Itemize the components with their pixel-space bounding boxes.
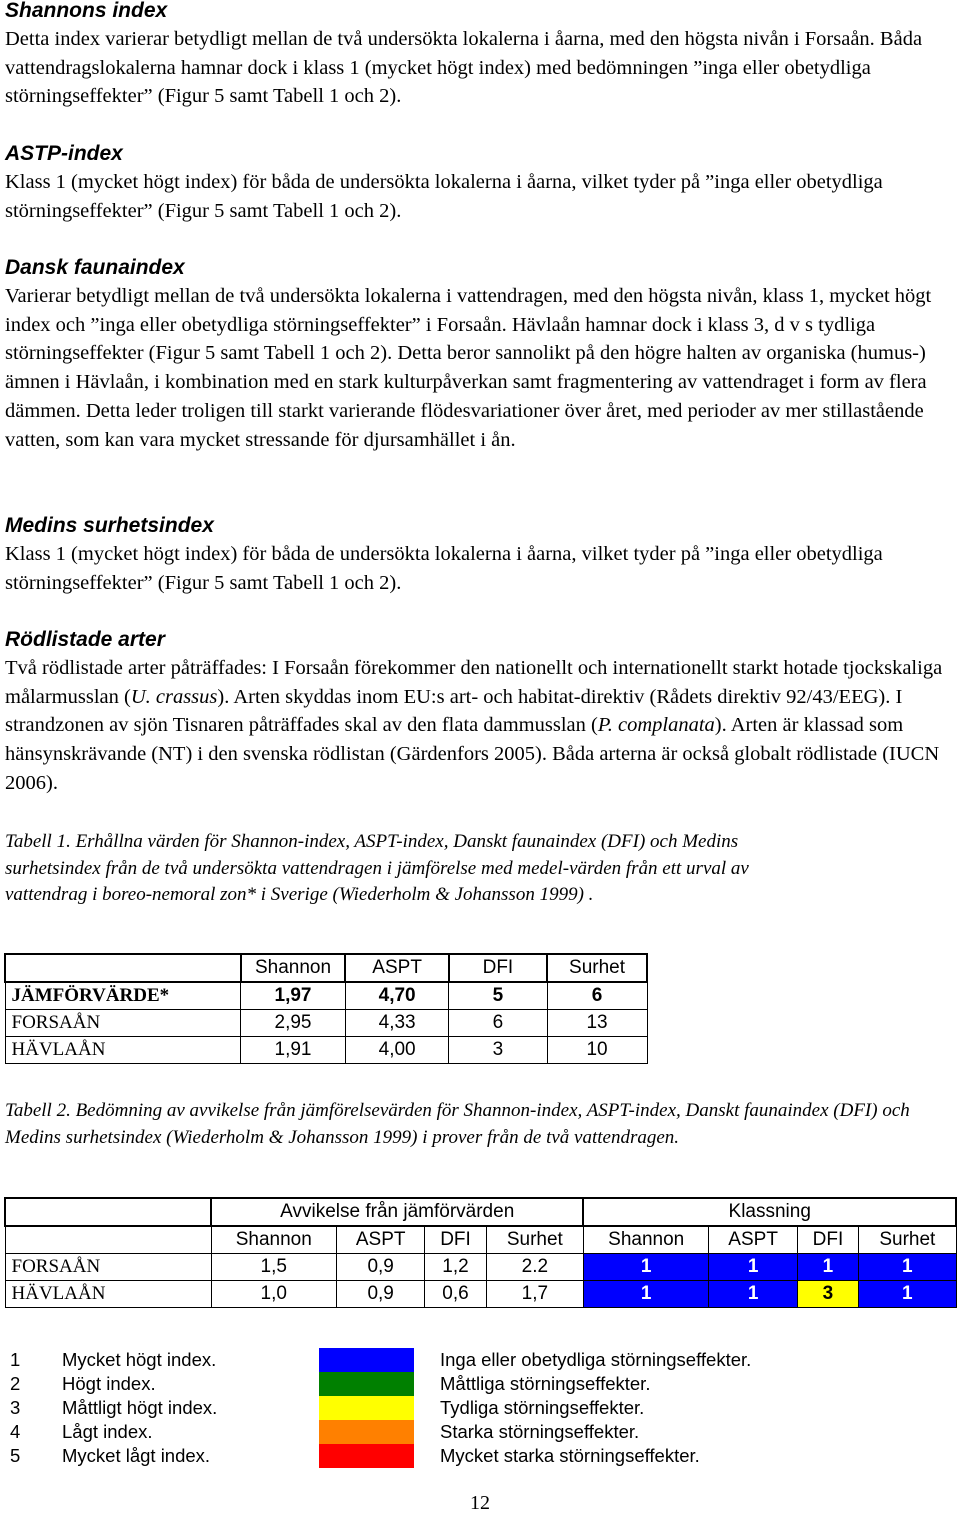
legend-number: 4: [10, 1421, 21, 1442]
table1-row-label: HÄVLAÅN: [5, 1037, 241, 1064]
table1-corner: [5, 954, 241, 982]
table2-cell: 1,0: [211, 1281, 337, 1308]
table2-corner: [5, 1226, 211, 1254]
section-shannon: [5, 0, 952, 111]
legend-effect: Tydliga störningseffekter.: [440, 1397, 645, 1418]
section-heading: Shannons index: [5, 0, 168, 22]
table-row: [5, 1037, 647, 1064]
legend-number: 1: [10, 1349, 21, 1370]
section-heading: Rödlistade arter: [5, 628, 165, 651]
table2-header: Shannon: [583, 1226, 709, 1254]
table1-cell: 4,00: [345, 1037, 448, 1064]
table2-header: Surhet: [859, 1226, 956, 1254]
section-redlist: [5, 626, 952, 798]
table2-caption: Tabell 2. Bedömning av avvikelse från jämförelsevärden för Shannon-index, ASPT-index, Danskt faunaindex (DFI) och Medins surhetsindex (Wiederholm & Johansson 1999) i prover från de två vattendragen.: [5, 1100, 910, 1148]
table2-header: Surhet: [486, 1226, 583, 1254]
section-heading: Dansk faunaindex: [5, 256, 185, 279]
legend-color-swatch: [319, 1372, 414, 1396]
table-row: [5, 1010, 647, 1037]
legend-row: [10, 1396, 950, 1420]
section-heading: ASTP-index: [5, 142, 123, 165]
table-row: [5, 1254, 956, 1281]
class-cell: 1: [709, 1254, 797, 1281]
section-body: Klass 1 (mycket högt index) för båda de undersökta lokalerna i åarna, vilket tyder på ”inga eller obetydliga störningseffekter” (Figur 5 samt Tabell 1 och 2).: [5, 171, 883, 222]
table1-cell: 1,97: [241, 982, 346, 1010]
table2-header: Shannon: [211, 1226, 337, 1254]
table2-cell: 1,5: [211, 1254, 337, 1281]
table1-row-label: JÄMFÖRVÄRDE*: [5, 982, 241, 1010]
legend-number: 2: [10, 1373, 21, 1394]
table2-header-row: [5, 1226, 956, 1254]
legend-row: [10, 1444, 950, 1468]
table1-header: Shannon: [241, 954, 346, 982]
legend-number: 5: [10, 1445, 21, 1466]
section-medin: [5, 512, 952, 597]
legend-description: Måttligt högt index.: [62, 1397, 218, 1418]
legend-effect: Måttliga störningseffekter.: [440, 1373, 651, 1394]
legend-effect: Inga eller obetydliga störningseffekter.: [440, 1349, 752, 1370]
legend-color-swatch: [319, 1444, 414, 1468]
table1-cell: 1,91: [241, 1037, 346, 1064]
legend-description: Mycket högt index.: [62, 1349, 217, 1370]
redlist-text-3: ). Arten är klassad som hänsynskrävande (NT) i den svenska rödlistan (Gärdenfors 2005). Båda arterna är också globalt rödlistade (IUCN 2006).: [5, 714, 940, 794]
table2-header: DFI: [425, 1226, 486, 1254]
species-name: P. complanata: [597, 714, 715, 737]
section-body: Klass 1 (mycket högt index) för båda de undersökta lokalerna i åarna, vilket tyder på ”inga eller obetydliga störningseffekter” (Figur 5 samt Tabell 1 och 2).: [5, 543, 883, 594]
table1-cell: 4,70: [345, 982, 448, 1010]
legend-description: Lågt index.: [62, 1421, 153, 1442]
table1-cell: 4,33: [345, 1010, 448, 1037]
table1-cell: 2,95: [241, 1010, 346, 1037]
table2-corner: [5, 1198, 211, 1226]
redlist-text-1: Två rödlistade arter påträffades: I Forsaån förekommer den nationellt och internationellt starkt hotade tjockskaliga målarmusslan (: [5, 657, 943, 708]
section-heading: Medins surhetsindex: [5, 514, 214, 537]
table2-row-label: HÄVLAÅN: [5, 1281, 211, 1308]
table2-header: ASPT: [709, 1226, 797, 1254]
table1-cell: 6: [547, 982, 647, 1010]
table-row: [5, 1281, 956, 1308]
redlist-text-2: ). Arten skyddas inom EU:s art- och habitat-direktiv (Rådets direktiv 92/43/EEG). I strandzonen av sjön Tisnaren påträffades skal av den flata dammusslan (: [5, 685, 903, 737]
legend-row: [10, 1348, 950, 1372]
section-dfi: [5, 254, 952, 454]
class-cell: 1: [797, 1254, 858, 1281]
table2-header: ASPT: [337, 1226, 425, 1254]
table2-group-header: Avvikelse från jämförvärden: [211, 1198, 583, 1226]
table1-header: ASPT: [345, 954, 448, 982]
table1-header: DFI: [449, 954, 547, 982]
table1-cell: 6: [449, 1010, 547, 1037]
table2-group-header-row: [5, 1198, 956, 1226]
table2-cell: 1,7: [486, 1281, 583, 1308]
table1-caption: Tabell 1. Erhållna värden för Shannon-index, ASPT-index, Danskt faunaindex (DFI) och Medins surhetsindex från de två undersökta vattendragen i jämförelse med medel-värden från ett urval av vattendrag i boreo-nemoral zon* i Sverige (Wiederholm & Johansson 1999) .: [5, 831, 749, 905]
table2-cell: 0,6: [425, 1281, 486, 1308]
legend-color-swatch: [319, 1396, 414, 1420]
species-name: U. crassus: [130, 685, 218, 708]
table1-cell: 3: [449, 1037, 547, 1064]
table2-caption-block: [5, 1098, 910, 1151]
legend-row: [10, 1372, 950, 1396]
section-body: Varierar betydligt mellan de två undersökta lokalerna i vattendragen, med den högsta nivån, klass 1, mycket högt index och ”inga eller obetydliga störningseffekter” i Forsaån. Hävlaån hamnar dock i klass 3, d v s tydliga störningseffekter (Figur 5 samt Tabell 1 och 2). Detta beror sannolikt på den högre halten av organiska (humus-) ämnen i Hävlaån, i kombination med en stark kulturpåverkan samt fragmentering av vattendraget i form av flera dämmen. Detta leder troligen till starkt varierande flödesvariationer över året, med perioder av mer stillastående vatten, som kan vara mycket stressande för djursamhället i ån.: [5, 285, 932, 451]
class-cell: 3: [797, 1281, 858, 1308]
table2-cell: 0,9: [337, 1281, 425, 1308]
table2-cell: 1,2: [425, 1254, 486, 1281]
table1-cell: 5: [449, 982, 547, 1010]
table1-header: Surhet: [547, 954, 647, 982]
table-row: [5, 982, 647, 1010]
table2-group-header: Klassning: [583, 1198, 956, 1226]
class-cell: 1: [859, 1254, 956, 1281]
table1-row-label: FORSAÅN: [5, 1010, 241, 1037]
table1-cell: 10: [547, 1037, 647, 1064]
table1-header-row: [5, 954, 647, 982]
class-cell: 1: [583, 1254, 709, 1281]
table1-cell: 13: [547, 1010, 647, 1037]
legend-color-swatch: [319, 1420, 414, 1444]
table2-cell: 0,9: [337, 1254, 425, 1281]
class-cell: 1: [583, 1281, 709, 1308]
legend-effect: Mycket starka störningseffekter.: [440, 1445, 700, 1466]
table2-row-label: FORSAÅN: [5, 1254, 211, 1281]
table1-caption-block: [5, 829, 800, 909]
class-cell: 1: [859, 1281, 956, 1308]
table2-cell: 2.2: [486, 1254, 583, 1281]
legend-row: [10, 1420, 950, 1444]
legend-description: Mycket lågt index.: [62, 1445, 211, 1466]
legend-description: Högt index.: [62, 1373, 156, 1394]
legend-effect: Starka störningseffekter.: [440, 1421, 640, 1442]
section-astp: [5, 140, 952, 225]
section-body: Detta index varierar betydligt mellan de två undersökta lokalerna i åarna, med den högsta nivån i Forsaån. Båda vattendragslokalerna hamnar dock i klass 1 (mycket högt index) med bedömningen ”inga eller obetydliga störningseffekter” (Figur 5 samt Tabell 1 och 2).: [5, 28, 923, 108]
section-body: [5, 654, 952, 798]
table2-header: DFI: [797, 1226, 858, 1254]
legend-number: 3: [10, 1397, 21, 1418]
class-cell: 1: [709, 1281, 797, 1308]
legend-color-swatch: [319, 1348, 414, 1372]
table1: [4, 953, 648, 1064]
page-number: 12: [470, 1492, 490, 1514]
table2: [4, 1197, 957, 1308]
